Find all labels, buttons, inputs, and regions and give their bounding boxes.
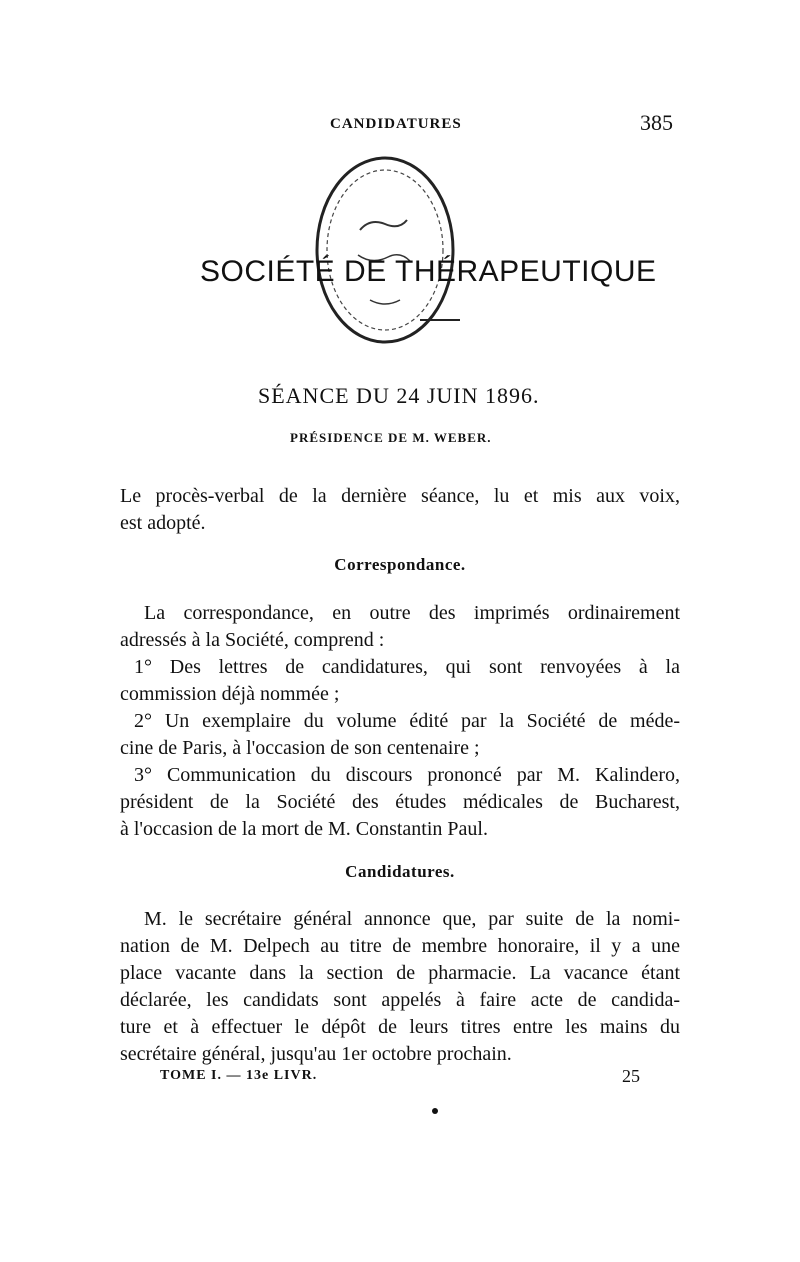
minutes-paragraph (120, 483, 680, 537)
volume-signature: TOME I. — 13e LIVR. (160, 1068, 318, 1083)
text-line: est adopté. (120, 512, 206, 534)
candidatures-paragraph (120, 906, 680, 1068)
text-line: M. le secrétaire général annonce que, par suite de la nomi- (144, 908, 680, 930)
session-title: SÉANCE DU 24 JUIN 1896. (258, 383, 540, 408)
sheet-number: 25 (622, 1066, 640, 1086)
candidatures-heading: Candidatures. (345, 862, 455, 881)
text-line: président de la Société des études médicales de Bucharest, (120, 791, 680, 813)
text-line: à l'occasion de la mort de M. Constantin Paul. (120, 818, 488, 840)
correspondance-paragraph (120, 600, 680, 843)
society-title: SOCIÉTÉ DE THÉRAPEUTIQUE (200, 255, 657, 288)
text-line: 3° Communication du discours prononcé par M. Kalindero, (134, 764, 680, 786)
correspondance-heading: Correspondance. (334, 555, 466, 574)
text-line: déclarée, les candidats sont appelés à faire acte de candida- (120, 989, 680, 1011)
text-line: place vacante dans la section de pharmacie. La vacance étant (120, 962, 680, 984)
text-line: 1° Des lettres de candidatures, qui sont renvoyées à la (134, 656, 680, 678)
text-line: 2° Un exemplaire du volume édité par la Société de méde- (134, 710, 680, 732)
running-title: CANDIDATURES (330, 116, 462, 132)
page-footer (0, 1066, 800, 1090)
text-line: cine de Paris, à l'occasion de son centenaire ; (120, 737, 480, 759)
text-line: adressés à la Société, comprend : (120, 629, 385, 651)
text-line: commission déjà nommée ; (120, 683, 340, 705)
running-head (0, 110, 800, 140)
printer-mark (432, 1108, 438, 1114)
text-line: ture et à effectuer le dépôt de leurs titres entre les mains du (120, 1016, 680, 1038)
text-line: Le procès-verbal de la dernière séance, lu et mis aux voix, (120, 485, 680, 507)
text-line: nation de M. Delpech au titre de membre honoraire, il y a une (120, 935, 680, 957)
text-line: La correspondance, en outre des imprimés ordinairement (144, 602, 680, 624)
presidency-line: PRÉSIDENCE DE M. WEBER. (290, 430, 492, 445)
page-number: 385 (640, 110, 673, 135)
text-line: secrétaire général, jusqu'au 1er octobre prochain. (120, 1043, 512, 1065)
